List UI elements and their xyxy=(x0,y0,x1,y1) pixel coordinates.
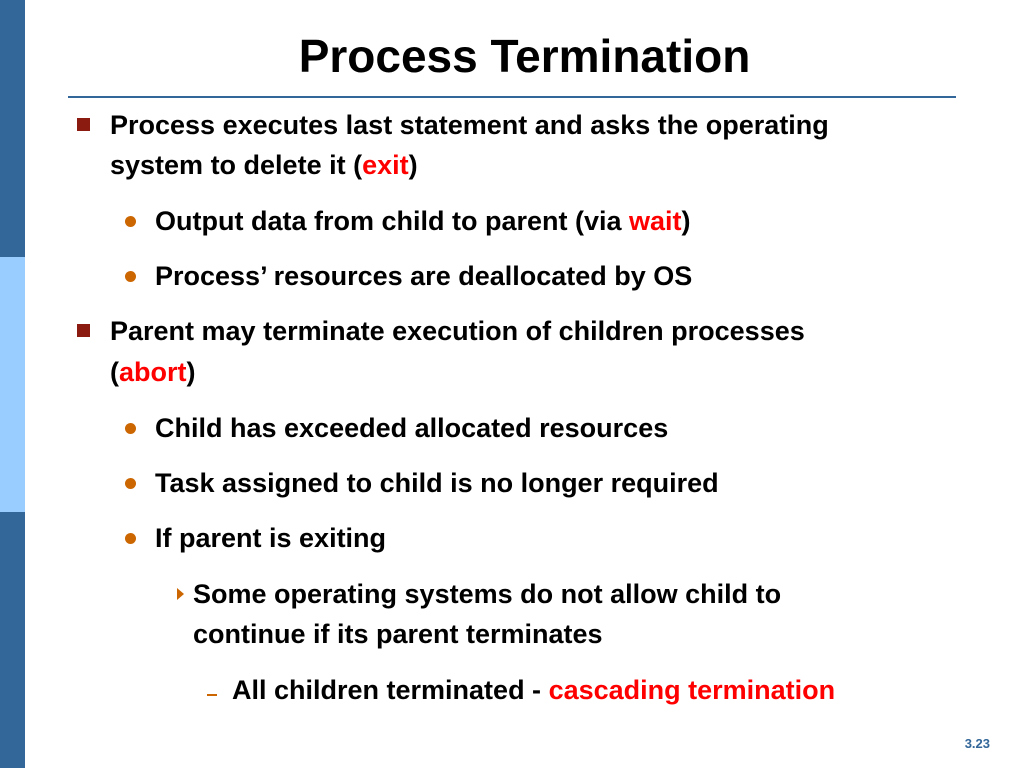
dash-bullet-icon xyxy=(207,694,217,696)
dot-bullet-icon xyxy=(125,533,136,544)
keyword-exit: exit xyxy=(362,150,409,180)
bullet-text-7: If parent is exiting xyxy=(155,523,387,553)
bullet-text-3: Process’ resources are deallocated by OS xyxy=(155,261,693,291)
bullet-text-1 xyxy=(110,105,829,145)
bullet-text-8: Some operating systems do not allow child to xyxy=(193,579,782,609)
dot-bullet-icon xyxy=(125,271,136,282)
page-number: 3.23 xyxy=(964,736,990,751)
left-band-top xyxy=(0,0,25,257)
bullet-text-5: Child has exceeded allocated resources xyxy=(155,413,669,443)
bullet-text-9-pre: All children terminated - xyxy=(232,675,549,705)
bullet-text-1-line1: Process executes last statement and asks the operating xyxy=(110,110,829,140)
left-band-bottom xyxy=(0,512,25,768)
square-bullet-icon xyxy=(77,118,90,131)
square-bullet-icon xyxy=(77,324,90,337)
bullet-text-1-cont xyxy=(110,145,418,185)
slide-title: Process Termination xyxy=(298,30,751,82)
bullet-text-4-cont xyxy=(110,352,196,392)
keyword-wait: wait xyxy=(629,206,682,236)
bullet-text-4 xyxy=(110,311,805,351)
bullet-text-4-line1: Parent may terminate execution of children processes xyxy=(110,316,805,346)
dot-bullet-icon xyxy=(125,478,136,489)
bullet-text-1-line2-pre: system to delete it ( xyxy=(110,150,363,180)
dot-bullet-icon xyxy=(125,423,136,434)
bullet-text-2 xyxy=(155,201,691,241)
keyword-abort: abort xyxy=(119,357,187,387)
bullet-text-9 xyxy=(232,670,835,710)
bullet-text-2-post: ) xyxy=(681,206,691,236)
arrow-bullet-icon xyxy=(177,588,184,600)
bullet-text-6: Task assigned to child is no longer required xyxy=(155,468,719,498)
bullet-text-1-line2-post: ) xyxy=(408,150,418,180)
bullet-text-8-cont: continue if its parent terminates xyxy=(193,619,603,649)
title-underline xyxy=(68,96,956,98)
bullet-text-4-line2-pre: ( xyxy=(110,357,119,387)
dot-bullet-icon xyxy=(125,216,136,227)
bullet-text-4-line2-post: ) xyxy=(186,357,196,387)
bullet-text-2-pre: Output data from child to parent (via xyxy=(155,206,630,236)
keyword-cascading-termination: cascading termination xyxy=(548,675,836,705)
left-band-middle xyxy=(0,257,25,512)
